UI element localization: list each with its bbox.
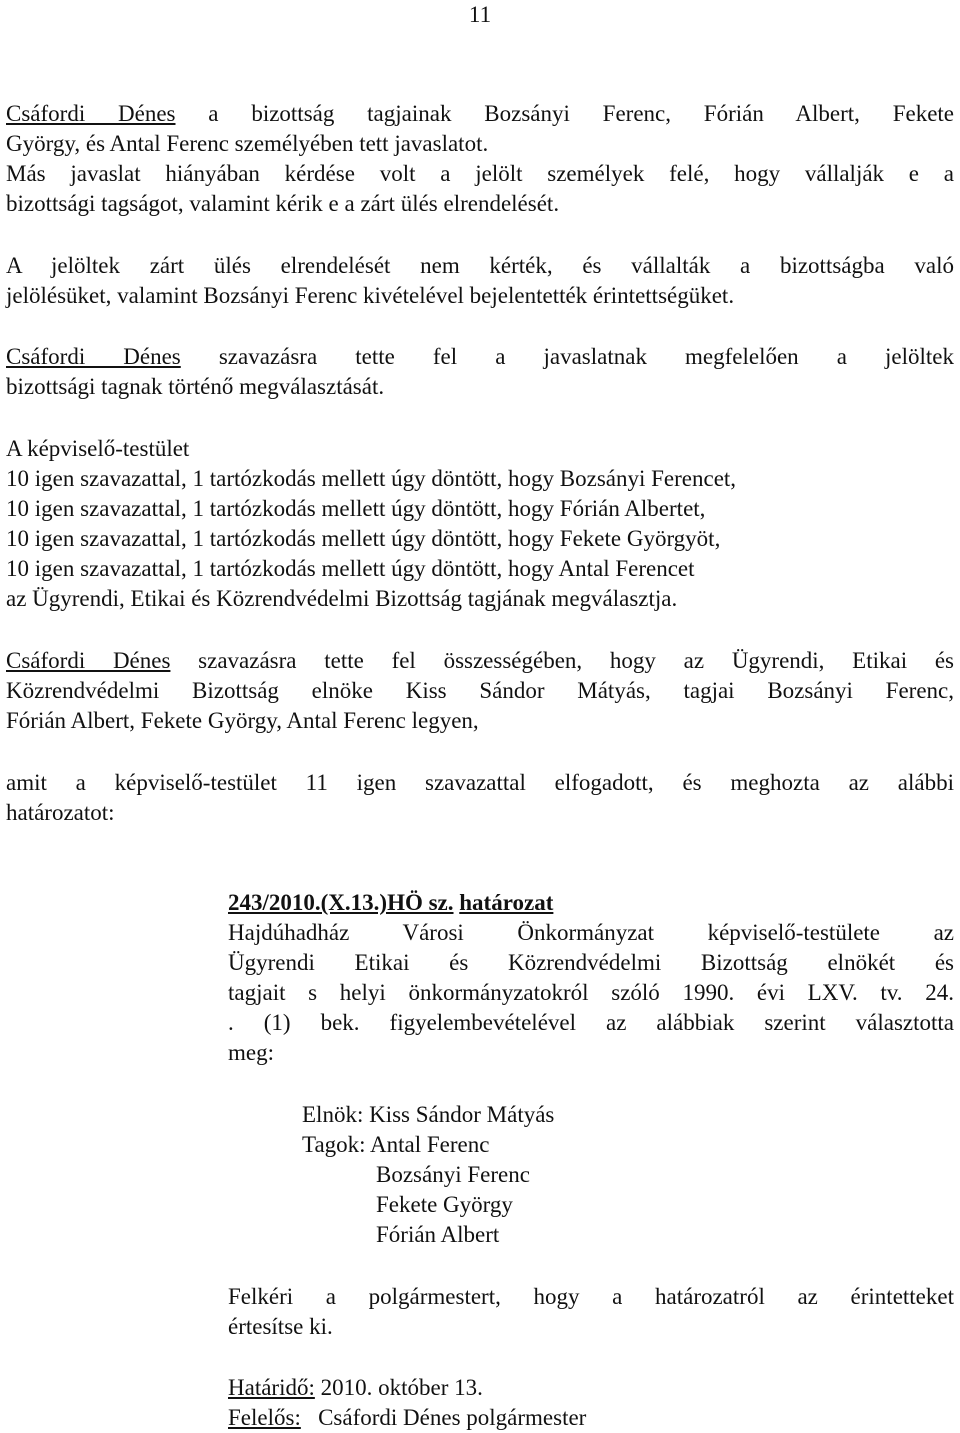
p6-line1: amit a képviselő-testület 11 igen szavazattal elfogadott, és meghozta az alábbi: [6, 770, 954, 795]
deadline-label: Határidő:: [228, 1375, 315, 1400]
request-line1: Felkéri a polgármestert, hogy a határozatról az érintetteket: [228, 1284, 954, 1309]
member-name: Fekete György: [376, 1192, 513, 1217]
p3-line1: [6, 342, 954, 372]
speaker-name: Csáfordi Dénes: [6, 101, 176, 126]
p3-line1-text: szavazásra tette fel a javaslatnak megfelelően a jelöltek: [180, 344, 955, 369]
p1-line1-text: a bizottság tagjainak Bozsányi Ferenc, Fórián Albert, Fekete: [175, 101, 955, 126]
request-line2: értesítse ki.: [228, 1314, 333, 1339]
resolution-line1: Hajdúhadház Városi Önkormányzat képviselő-testülete az: [228, 920, 954, 945]
speaker-name: Csáfordi Dénes: [6, 344, 181, 369]
p1-line3: Más javaslat hiányában kérdése volt a jelölt személyek felé, hogy vállalják e a: [6, 161, 954, 186]
member-name: Fórián Albert: [376, 1222, 500, 1247]
chair-line: [302, 1100, 954, 1130]
deadline-value: 2010. október 13.: [314, 1375, 483, 1400]
resolution-heading: [228, 888, 954, 918]
p2-line2: jelölésüket, valamint Bozsányi Ferenc kivételével bejelentették érintettségüket.: [6, 283, 735, 308]
p4-line1: A képviselő-testület: [6, 436, 190, 461]
chair-label: Elnök:: [302, 1102, 364, 1127]
speaker-name: Csáfordi Dénes: [6, 648, 171, 673]
p3-line2: bizottsági tagnak történő megválasztását.: [6, 374, 385, 399]
resolution-line3: tagjait s helyi önkormányzatokról szóló 1990. évi LXV. tv. 24.: [228, 980, 954, 1005]
p2-line1: A jelöltek zárt ülés elrendelését nem kérték, és vállalták a bizottságba való: [6, 253, 954, 278]
chair-name: Kiss Sándor Mátyás: [363, 1102, 555, 1127]
page-number: 11: [468, 2, 492, 27]
members-line: [302, 1130, 954, 1160]
p5-line3: Fórián Albert, Fekete György, Antal Ferenc legyen,: [6, 708, 479, 733]
members-label: Tagok:: [302, 1132, 366, 1157]
p4-line3: 10 igen szavazattal, 1 tartózkodás mellett úgy döntött, hogy Fórián Albertet,: [6, 496, 706, 521]
deadline-line: [228, 1373, 954, 1403]
p4-line4: 10 igen szavazattal, 1 tartózkodás mellett úgy döntött, hogy Fekete Györgyöt,: [6, 526, 721, 551]
p4-line5: 10 igen szavazattal, 1 tartózkodás mellett úgy döntött, hogy Antal Ferencet: [6, 556, 695, 581]
responsible-line: [228, 1403, 954, 1433]
resolution-line5: meg:: [228, 1040, 274, 1065]
resolution-line4: . (1) bek. figyelembevételével az alábbiak szerint választotta: [228, 1010, 954, 1035]
responsible-value: Csáfordi Dénes polgármester: [318, 1405, 587, 1430]
p1-line2: György, és Antal Ferenc személyében tett javaslatot.: [6, 131, 489, 156]
p5-line1-text: szavazásra tette fel összességében, hogy az Ügyrendi, Etikai és: [170, 648, 955, 673]
responsible-label: Felelős:: [228, 1405, 301, 1430]
p5-line1: [6, 646, 954, 676]
resolution-title: határozat: [459, 890, 554, 915]
resolution-line2: Ügyrendi Etikai és Közrendvédelmi Bizottság elnökét és: [228, 950, 954, 975]
member-name: Antal Ferenc: [370, 1132, 490, 1157]
p1-line4: bizottsági tagságot, valamint kérik e a zárt ülés elrendelését.: [6, 191, 560, 216]
member-name: Bozsányi Ferenc: [376, 1162, 530, 1187]
p5-line2: Közrendvédelmi Bizottság elnöke Kiss Sándor Mátyás, tagjai Bozsányi Ferenc,: [6, 678, 954, 703]
resolution-number: 243/2010.(X.13.)HÖ sz.: [228, 890, 454, 915]
p4-line2: 10 igen szavazattal, 1 tartózkodás mellett úgy döntött, hogy Bozsányi Ferencet,: [6, 466, 737, 491]
p4-line6: az Ügyrendi, Etikai és Közrendvédelmi Bizottság tagjának megválasztja.: [6, 586, 678, 611]
p1-line1: [6, 99, 954, 129]
p6-line2: határozatot:: [6, 800, 115, 825]
